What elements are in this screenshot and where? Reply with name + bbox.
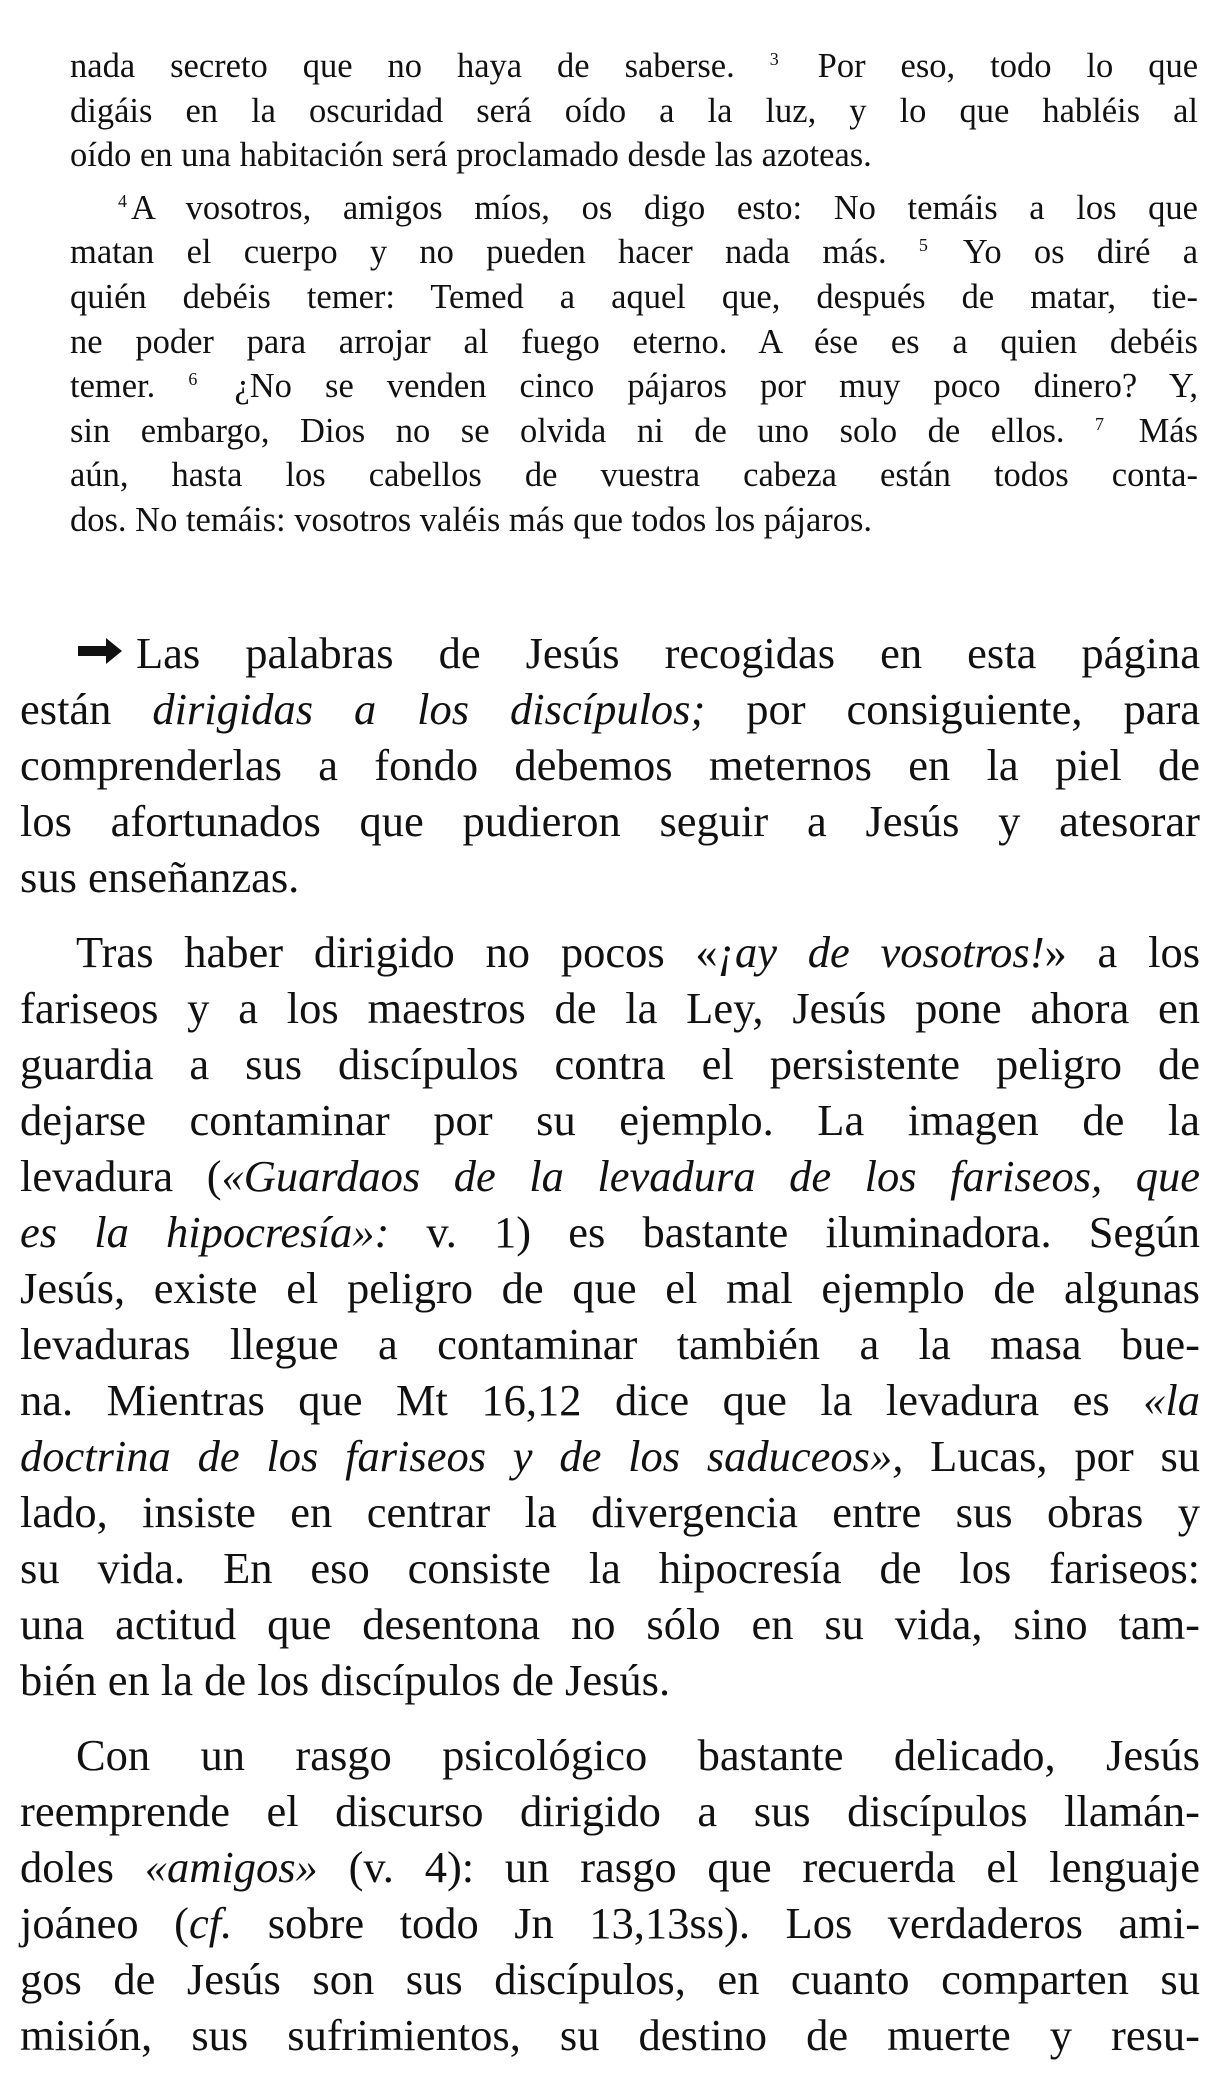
emphasis-text: «Guardaos de la levadura de los fariseos, que — [221, 1151, 1200, 1201]
text-segment: matan el cuerpo y no pueden hacer nada más. — [70, 233, 887, 272]
text-line: misión, sus sufrimientos, su destino de muerte y resu- — [20, 2010, 1200, 2060]
text-line: digáis en la oscuridad será oído a la luz, y lo que habléis al — [70, 91, 1198, 130]
text-line — [20, 1428, 1200, 1484]
text-line: dejarse contaminar por su ejemplo. La imagen de la — [20, 1095, 1200, 1145]
text-line — [20, 924, 1200, 980]
text-line: fariseos y a los maestros de la Ley, Jesús pone ahora en — [20, 983, 1200, 1033]
text-line — [20, 625, 1200, 681]
text-line: reemprende el discurso dirigido a sus discípulos llamán- — [20, 1786, 1200, 1836]
verse-number: 5 — [918, 235, 928, 256]
verse-number: 4 — [118, 190, 127, 211]
emphasis-text: dirigidas a los discípulos; — [152, 684, 706, 734]
scripture-text — [70, 44, 1198, 543]
text-line — [20, 681, 1200, 737]
emphasis-text: «amigos» — [144, 1842, 318, 1892]
text-line: guardia a sus discípulos contra el persistente peligro de — [20, 1039, 1200, 1089]
text-line: bién en la de los discípulos de Jesús. — [20, 1655, 671, 1705]
text-line — [20, 1372, 1200, 1428]
scripture-paragraph-2 — [70, 186, 1198, 543]
text-segment: levadura ( — [20, 1151, 222, 1201]
emphasis-text: «la — [1143, 1375, 1201, 1425]
commentary-paragraph-3 — [20, 1727, 1200, 2063]
text-line — [70, 44, 1198, 89]
text-line — [20, 1839, 1200, 1895]
text-segment: A vosotros, amigos míos, os digo esto: No temáis a los que — [131, 188, 1198, 227]
text-segment: na. Mientras que Mt 16,12 dice que la levadura es — [20, 1375, 1110, 1425]
text-segment: por consiguiente, para — [746, 684, 1201, 734]
emphasis-text: es la hipocresía»: — [20, 1207, 390, 1257]
text-segment: joáneo ( — [20, 1898, 189, 1948]
text-segment: v. 1) es bastante iluminadora. Según — [426, 1207, 1200, 1257]
text-segment: Lucas, por su — [930, 1431, 1201, 1481]
text-line — [70, 186, 1198, 231]
scripture-paragraph-1 — [70, 44, 1198, 178]
text-segment: Yo os diré a — [962, 233, 1199, 272]
text-line: dos. No temáis: vosotros valéis más que todos los pájaros. — [70, 500, 873, 539]
text-line — [70, 230, 1198, 275]
text-segment: sin embargo, Dios no se olvida ni de uno solo de ellos. — [70, 411, 1065, 450]
text-line — [70, 409, 1198, 454]
text-line — [20, 1148, 1200, 1204]
text-line: lado, insiste en centrar la divergencia entre sus obras y — [20, 1487, 1200, 1537]
emphasis-text: cf. — [188, 1898, 233, 1948]
text-segment: sobre todo Jn 13,13ss). Los verdaderos ami- — [267, 1898, 1201, 1948]
text-segment: nada secreto que no haya de saberse. — [70, 47, 735, 85]
text-line: levaduras llegue a contaminar también a la masa bue- — [20, 1319, 1200, 1369]
text-line: ne poder para arrojar al fuego eterno. A ése es a quien debéis — [70, 322, 1198, 361]
text-line: los afortunados que pudieron seguir a Jesús y atesorar — [20, 796, 1200, 846]
text-segment: Más — [1138, 411, 1199, 450]
emphasis-text: doctrina de los fariseos y de los saduceos», — [20, 1431, 904, 1481]
text-segment: temer. — [70, 367, 156, 406]
text-line — [20, 1895, 1200, 1951]
verse-number: 7 — [1095, 413, 1105, 434]
text-line — [70, 364, 1198, 409]
text-line: gos de Jesús son sus discípulos, en cuanto comparten su — [20, 1954, 1200, 2004]
text-segment: » a los — [1044, 927, 1201, 977]
text-line: una actitud que desentona no sólo en su vida, sino tam- — [20, 1599, 1200, 1649]
text-segment: ¿No se venden cinco pájaros por muy poco dinero? Y, — [234, 367, 1199, 406]
text-line: Con un rasgo psicológico bastante delicado, Jesús — [76, 1730, 1200, 1780]
commentary-text — [20, 625, 1200, 2082]
text-segment: (v. 4): un rasgo que recuerda el lenguaje — [348, 1842, 1201, 1892]
text-line — [20, 1204, 1200, 1260]
verse-number: 3 — [769, 49, 779, 69]
text-segment: Tras haber dirigido no pocos « — [76, 927, 718, 977]
text-line: oído en una habitación será proclamado desde las azoteas. — [70, 136, 872, 175]
text-segment: Por eso, todo lo que — [817, 47, 1199, 85]
right-arrow-icon — [76, 636, 124, 666]
text-segment: doles — [20, 1842, 114, 1892]
emphasis-text: ¡ay de vosotros! — [717, 927, 1045, 977]
text-segment: están — [20, 684, 112, 734]
commentary-paragraph-1 — [20, 625, 1200, 905]
verse-number: 6 — [188, 369, 198, 390]
text-line: aún, hasta los cabellos de vuestra cabeza están todos conta- — [70, 456, 1198, 495]
text-line: comprenderlas a fondo debemos meternos en la piel de — [20, 740, 1200, 790]
text-line: sus enseñanzas. — [20, 852, 300, 902]
text-line: quién debéis temer: Temed a aquel que, después de matar, tie- — [70, 277, 1198, 316]
text-line: su vida. En eso consiste la hipocresía de los fariseos: — [20, 1543, 1200, 1593]
text-segment: Las palabras de Jesús recogidas en esta página — [136, 628, 1200, 678]
text-line: Jesús, existe el peligro de que el mal ejemplo de algunas — [20, 1263, 1200, 1313]
commentary-paragraph-2 — [20, 924, 1200, 1708]
